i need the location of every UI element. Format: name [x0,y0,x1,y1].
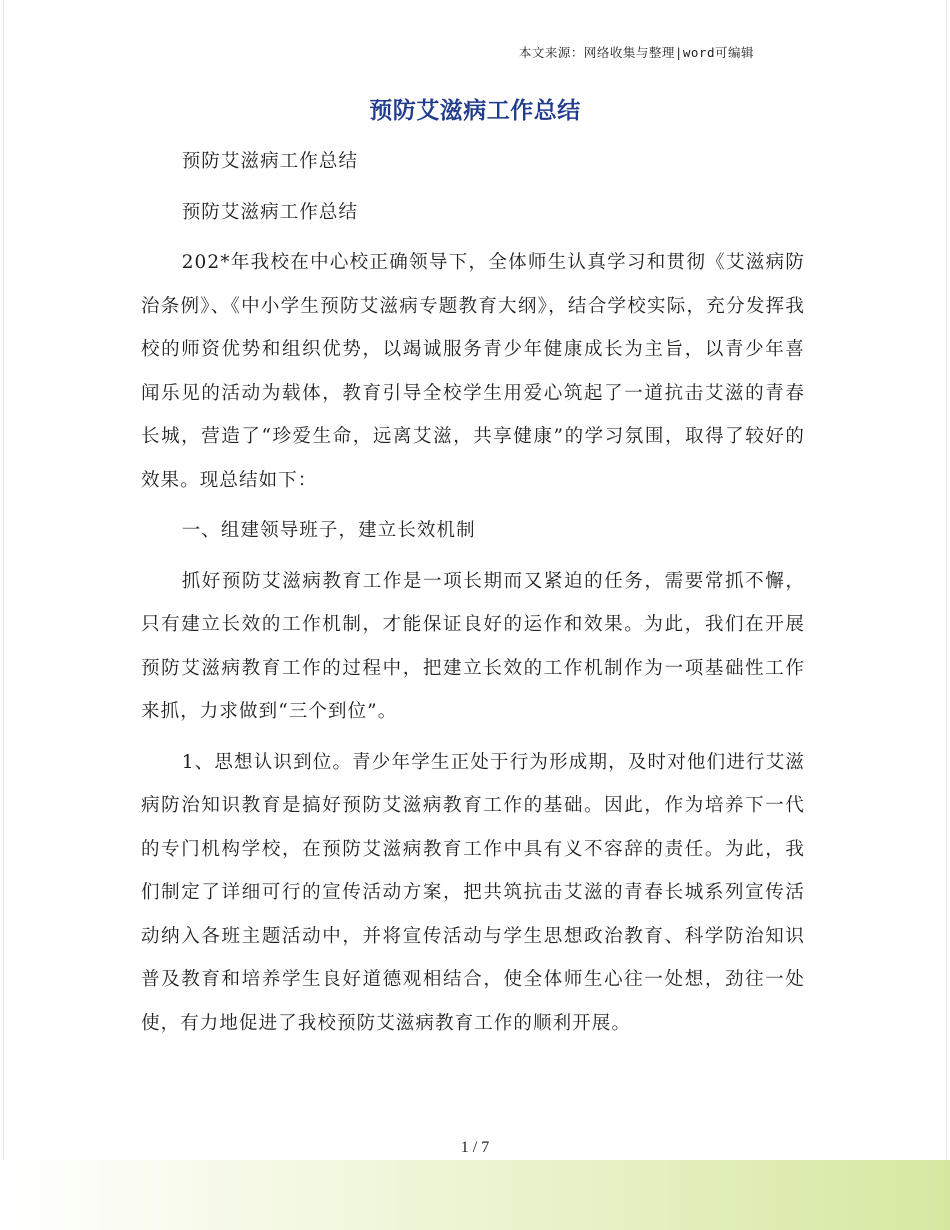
paragraph: 抓好预防艾滋病教育工作是一项长期而又紧迫的任务，需要常抓不懈，只有建立长效的工作机制，才能保证良好的运作和效果。为此，我们在开展预防艾滋病教育工作的过程中，把建立长效的工作机制作为一项基础性工作来抓，力求做到“三个到位”。 [141,570,805,722]
page-number: 1 / 7 [460,1139,490,1156]
footer-decoration [0,1160,950,1230]
page-border-right [946,0,947,1230]
paragraph: 预防艾滋病工作总结 [181,151,359,172]
section-heading: 一、组建领导班子，建立长效机制 [181,520,476,541]
page-border-left [3,0,4,1230]
paragraph: 预防艾滋病工作总结 [181,201,359,223]
document-body [141,140,805,1052]
paragraph: 202*年我校在中心校正确领导下，全体师生认真学习和贯彻《艾滋病防治条例》、《中小学生预防艾滋病专题教育大纲》，结合学校实际，充分发挥我校的师资优势和组织优势，以竭诚服务青少年健康成长为主旨，以青少年喜闻乐见的活动为载体，教育引导全校学生用爱心筑起了一道抗击艾滋的青春长城，营造了“珍爱生命，远离艾滋，共享健康”的学习氛围，取得了较好的效果。现总结如下： [141,252,805,491]
paragraph: 1、思想认识到位。青少年学生正处于行为形成期，及时对他们进行艾滋病防治知识教育是搞好预防艾滋病教育工作的基础。因此，作为培养下一代的专门机构学校，在预防艾滋病教育工作中具有义不容辞的责任。为此，我们制定了详细可行的宣传活动方案，把共筑抗击艾滋的青春长城系列宣传活动纳入各班主题活动中，并将宣传活动与学生思想政治教育、科学防治知识普及教育和培养学生良好道德观相结合，使全体师生心往一处想，劲往一处使，有力地促进了我校预防艾滋病教育工作的顺利开展。 [141,751,805,1034]
document-title: 预防艾滋病工作总结 [369,98,581,124]
source-note: 本文来源：网络收集与整理|word可编辑 [518,45,754,60]
